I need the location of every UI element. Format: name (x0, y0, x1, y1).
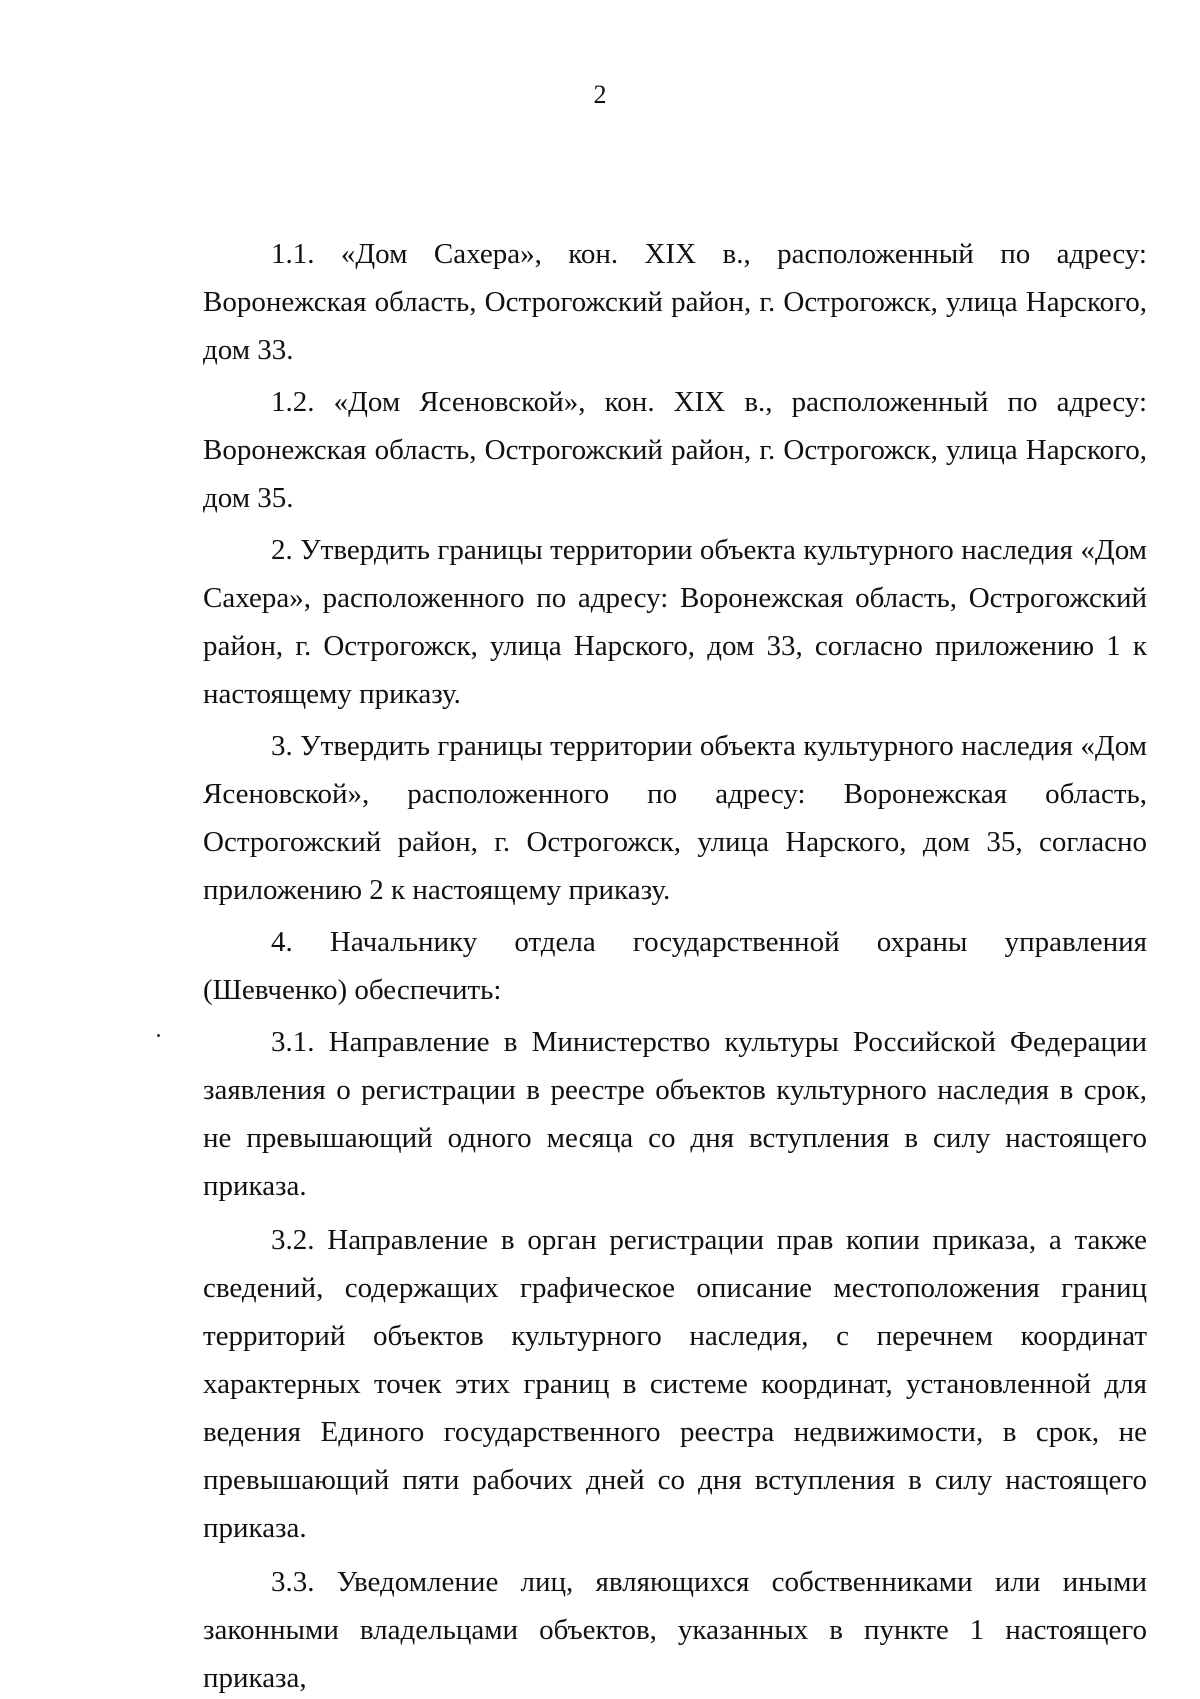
paragraph-3: 3. Утвердить границы территории объекта культурного наследия «Дом Ясеновской», расположенного по адресу: Воронежская область, Острогожский район, г. Острогожск, улица Нарского, дом 35, согласно приложению 2 к настоящему приказу. (203, 730, 1147, 906)
page-number: 2 (593, 80, 607, 109)
paragraph-3-2: 3.2. Направление в орган регистрации прав копии приказа, а также сведений, содержащих графическое описание местоположения границ территорий объектов культурного наследия, с перечнем координат характерных точек этих границ в системе координат, установленной для ведения Единого государственного реестра недвижимости, в срок, не превышающий пяти рабочих дней со дня вступления в силу настоящего приказа. (203, 1224, 1147, 1544)
scan-speck (157, 1034, 160, 1037)
paragraph-2: 2. Утвердить границы территории объекта культурного наследия «Дом Сахера», расположенного по адресу: Воронежская область, Острогожский район, г. Острогожск, улица Нарского, дом 33, согласно приложению 1 к настоящему приказу. (203, 534, 1147, 710)
paragraph-3-1: 3.1. Направление в Министерство культуры Российской Федерации заявления о регистрации в реестре объектов культурного наследия в срок, не превышающий одного месяца со дня вступления в силу настоящего приказа. (203, 1026, 1147, 1202)
document-body (203, 230, 1147, 1699)
paragraph-3-3: 3.3. Уведомление лиц, являющихся собственниками или иными законными владельцами объектов, указанных в пункте 1 настоящего приказа, (203, 1566, 1147, 1694)
paragraph-4: 4. Начальнику отдела государственной охраны управления (Шевченко) обеспечить: (203, 926, 1147, 1006)
paragraph-1-2: 1.2. «Дом Ясеновской», кон. XIX в., расположенный по адресу: Воронежская область, Острогожский район, г. Острогожск, улица Нарского, дом 35. (203, 386, 1147, 514)
paragraph-1-1: 1.1. «Дом Сахера», кон. XIX в., расположенный по адресу: Воронежская область, Острогожский район, г. Острогожск, улица Нарского, дом 33. (203, 238, 1147, 366)
